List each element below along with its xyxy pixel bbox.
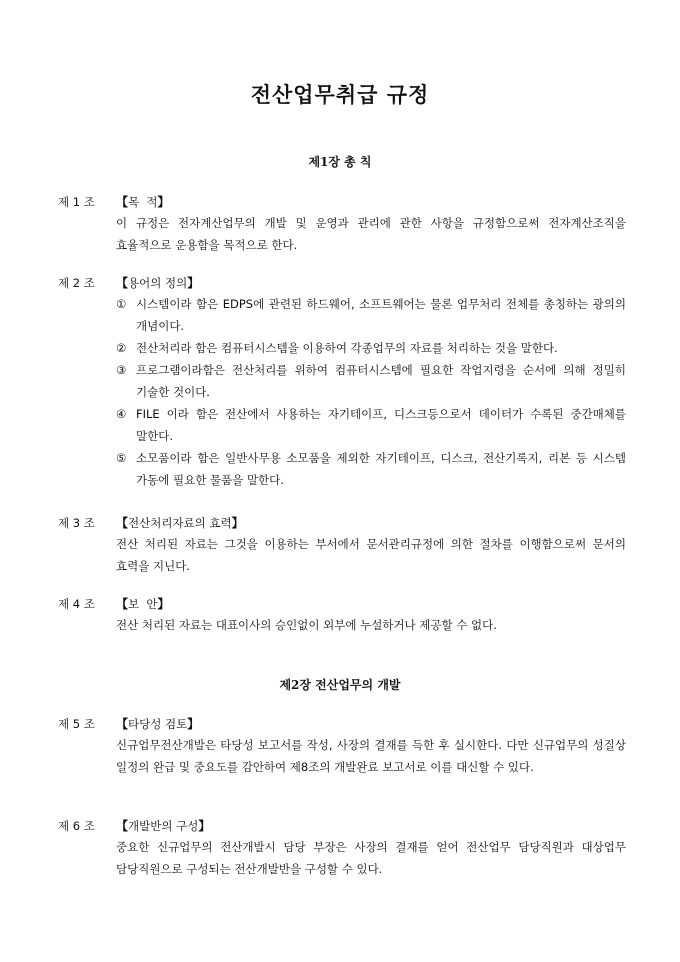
article-3-bracket-open: 【 bbox=[116, 516, 129, 530]
article-5-header bbox=[58, 714, 626, 734]
article-4-text: 전산 처리된 자료는 대표이사의 승인없이 외부에 누설하거나 제공할 수 없다. bbox=[116, 618, 497, 632]
article-3-text: 전산 처리된 자료는 그것을 이용하는 부서에서 문서관리규정에 의한 절차를 이행함으로써 문서의 효력을 지닌다. bbox=[116, 537, 626, 573]
article-6-header bbox=[58, 816, 626, 836]
definition-number: ② bbox=[116, 341, 127, 355]
definition-number: ⑤ bbox=[116, 451, 127, 465]
definition-text: 소모품이라 함은 일반사무용 소모품을 제외한 자기테이프, 디스크, 전산기록지, 리본 등 시스템 가동에 필요한 물품을 말한다. bbox=[136, 451, 626, 487]
article-2-heading: 용어의 정의 bbox=[128, 276, 188, 290]
article-1-header bbox=[58, 192, 626, 212]
article-1-bracket-open: 【 bbox=[116, 195, 129, 209]
definition-text: 시스템이라 함은 EDPS에 관련된 하드웨어, 소프트웨어는 물론 업무처리 전체를 총칭하는 광의의 개념이다. bbox=[136, 297, 626, 333]
definition-number: ③ bbox=[116, 363, 127, 377]
article-1-text: 이 규정은 전자계산업무의 개발 및 운영과 관리에 관한 사항을 규정함으로써 전자계산조직을 효율적으로 운용함을 목적으로 한다. bbox=[116, 216, 626, 252]
article-2-header bbox=[58, 273, 626, 293]
article-6 bbox=[58, 816, 626, 880]
article-5-number: 제 5 조 bbox=[58, 717, 95, 731]
article-1-heading: 목 적 bbox=[128, 195, 158, 209]
article-3-header bbox=[58, 513, 626, 533]
article-2 bbox=[58, 273, 626, 491]
article-4-bracket-close: 】 bbox=[157, 597, 170, 611]
article-2-bracket-open: 【 bbox=[116, 276, 129, 290]
document-title: 전산업무취급 규정 bbox=[250, 82, 430, 107]
article-5-text: 신규업무전산개발은 타당성 보고서를 작성, 사장의 결재를 득한 후 실시한다. 다만 신규업무의 성질상 일정의 완급 및 중요도를 감안하여 제8조의 개발완료 보고서로 이를 대신할 수 있다. bbox=[116, 738, 626, 774]
article-6-text: 중요한 신규업무의 전산개발시 담당 부장은 사장의 결재를 얻어 전산업무 담당직원과 대상업무 담당직원으로 구성되는 전산개발반을 구성할 수 있다. bbox=[116, 840, 626, 876]
article-6-bracket-open: 【 bbox=[116, 819, 129, 833]
article-5-bracket-open: 【 bbox=[116, 717, 129, 731]
definition-number: ④ bbox=[116, 407, 127, 421]
article-5 bbox=[58, 714, 626, 778]
article-6-number: 제 6 조 bbox=[58, 819, 95, 833]
article-5-heading: 타당성 검토 bbox=[128, 717, 188, 731]
article-2-bracket-close: 】 bbox=[187, 276, 200, 290]
definition-item bbox=[116, 293, 626, 337]
article-4 bbox=[58, 594, 626, 636]
definition-item bbox=[116, 359, 626, 403]
article-2-number: 제 2 조 bbox=[58, 276, 95, 290]
definition-text: 전산처리라 함은 컴퓨터시스템을 이용하여 각종업무의 자료를 처리하는 것을 말한다. bbox=[136, 341, 558, 355]
definition-text: 프로그램이라함은 전산처리를 위하여 컴퓨터시스템에 필요한 작업지령을 순서에 의해 정밀히 기술한 것이다. bbox=[136, 363, 626, 399]
article-4-bracket-open: 【 bbox=[116, 597, 129, 611]
article-3 bbox=[58, 513, 626, 577]
chapter-2-title: 제2장 전산업무의 개발 bbox=[279, 678, 401, 692]
article-6-body bbox=[116, 836, 626, 880]
article-6-bracket-close: 】 bbox=[198, 819, 211, 833]
article-1-number: 제 1 조 bbox=[58, 195, 95, 209]
article-5-body bbox=[116, 734, 626, 778]
article-4-heading: 보 안 bbox=[128, 597, 158, 611]
definition-text: FILE 이라 함은 전산에서 사용하는 자기테이프, 디스크등으로서 데이터가 수록된 중간매체를 말한다. bbox=[136, 407, 626, 443]
definition-number: ① bbox=[116, 297, 127, 311]
article-5-bracket-close: 】 bbox=[187, 717, 200, 731]
definition-list bbox=[116, 293, 626, 491]
article-4-body bbox=[116, 614, 626, 636]
article-3-body bbox=[116, 533, 626, 577]
article-1-body bbox=[116, 212, 626, 256]
article-1 bbox=[58, 192, 626, 256]
article-6-heading: 개발반의 구성 bbox=[128, 819, 199, 833]
definition-item bbox=[116, 403, 626, 447]
article-4-header bbox=[58, 594, 626, 614]
article-3-heading: 전산처리자료의 효력 bbox=[128, 516, 232, 530]
article-3-bracket-close: 】 bbox=[231, 516, 244, 530]
article-3-number: 제 3 조 bbox=[58, 516, 95, 530]
article-4-number: 제 4 조 bbox=[58, 597, 95, 611]
definition-item bbox=[116, 337, 626, 359]
article-1-bracket-close: 】 bbox=[157, 195, 170, 209]
chapter-1-title: 제1장 총 칙 bbox=[308, 155, 372, 169]
definition-item bbox=[116, 447, 626, 491]
